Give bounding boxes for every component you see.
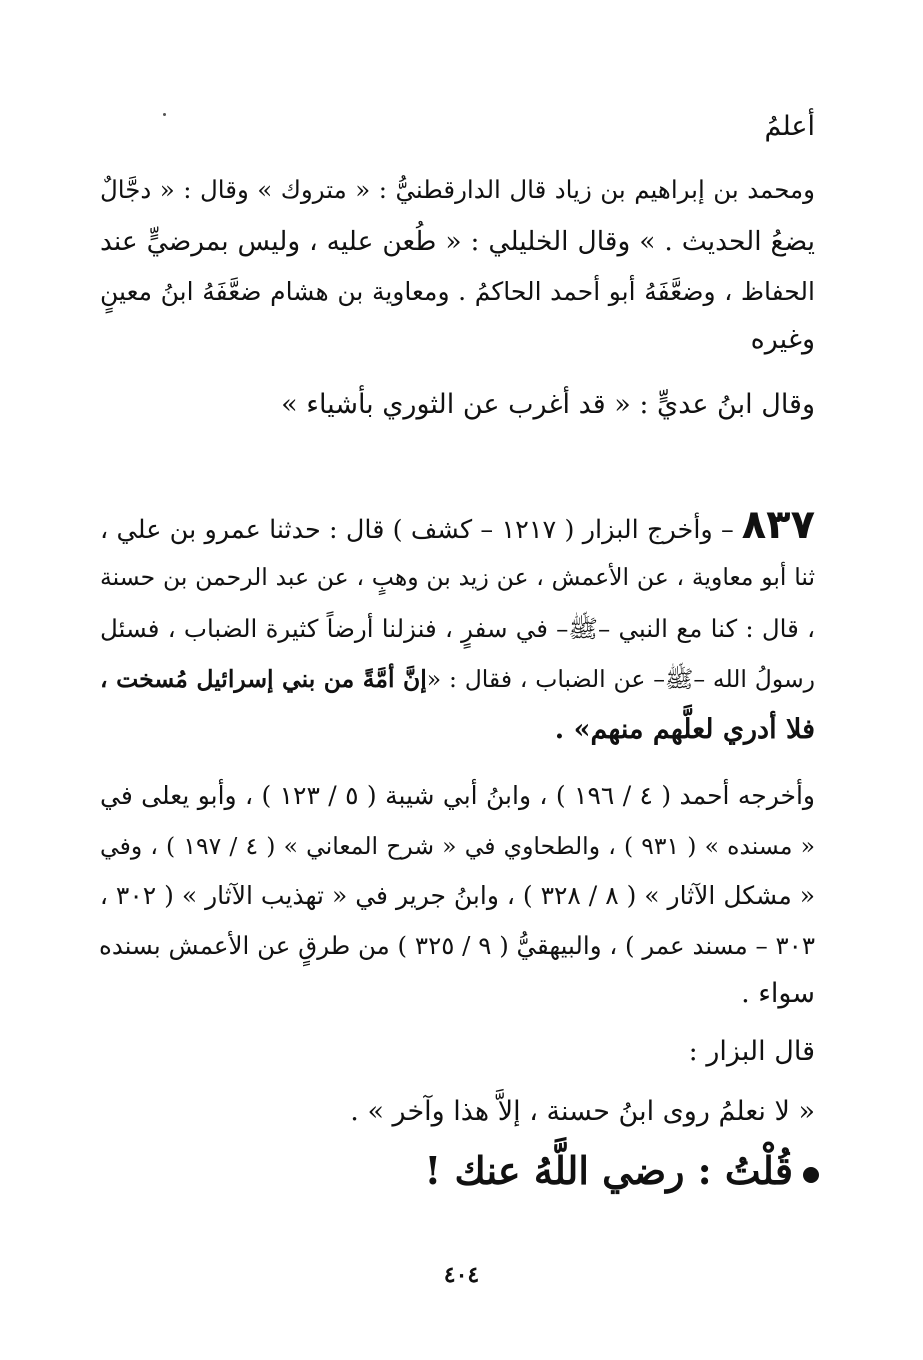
text-line: سواء . [741, 978, 815, 1009]
hadith-text: رسولُ الله –ﷺ– عن الضباب ، فقال : « [426, 665, 815, 693]
text-line: ثنا أبو معاوية ، عن الأعمش ، عن زيد بن وهبٍ ، عن عبد الرحمن بن حسنة [100, 563, 815, 591]
hadith-first-line [100, 502, 815, 550]
text-line: وغيره [750, 324, 815, 355]
qult-heading [425, 1148, 819, 1193]
text-line: أعلمُ [764, 111, 815, 142]
text-line: « مسنده » ( ٩٣١ ) ، والطحاوي في « شرح المعاني » ( ٤ / ١٩٧ ) ، وفي [100, 832, 815, 860]
hadith-matn: إنَّ أمَّةً من بني إسرائيل مُسخت ، [100, 665, 427, 693]
page-number: ٤٠٤ [443, 1262, 480, 1288]
text-line: ٣٠٣ – مسند عمر ) ، والبيهقيُّ ( ٩ / ٣٢٥ ) من طرقٍ عن الأعمش بسنده [98, 931, 815, 960]
hadith-text: – وأخرج البزار ( ١٢١٧ – كشف ) قال : حدثنا عمرو بن علي ، [100, 515, 734, 545]
bullet-dot-icon [803, 1167, 819, 1183]
hadith-line-4 [100, 659, 815, 699]
hadith-matn: فلا أدري لعلَّهم منهم» . [554, 714, 815, 745]
text-line: ، قال : كنا مع النبي –ﷺ– في سفرٍ ، فنزلنا أرضاً كثيرة الضباب ، فسئل [100, 614, 815, 643]
text-line: « مشكل الآثار » ( ٨ / ٣٢٨ ) ، وابنُ جرير في « تهذيب الآثار » ( ٣٠٢ ، [99, 881, 815, 910]
text-line: يضعُ الحديث . » وقال الخليلي : « طُعن عليه ، وليس بمرضيٍّ عند [100, 226, 815, 257]
text-line: وأخرجه أحمد ( ٤ / ١٩٦ ) ، وابنُ أبي شيبة ( ٥ / ١٢٣ ) ، وأبو يعلى في [100, 781, 815, 810]
qult-text: قُلْتُ : رضي اللَّهُ عنك ! [424, 1148, 793, 1193]
text-line: « لا نعلمُ روى ابنُ حسنة ، إلاَّ هذا وآخر » . [350, 1096, 815, 1127]
hadith-number: ٨٣٧ [741, 502, 815, 548]
text-line: الحفاظ ، وضعَّفَهُ أبو أحمد الحاكمُ . ومعاوية بن هشام ضعَّفَهُ ابنُ معينٍ [100, 277, 815, 306]
text-line: قال البزار : [688, 1036, 815, 1067]
text-line: ومحمد بن إبراهيم بن زياد قال الدارقطنيُّ : « متروك » وقال : « دجَّالٌ [100, 175, 815, 204]
text-line: وقال ابنُ عديٍّ : « قد أغرب عن الثوري بأشياء » [281, 389, 815, 420]
